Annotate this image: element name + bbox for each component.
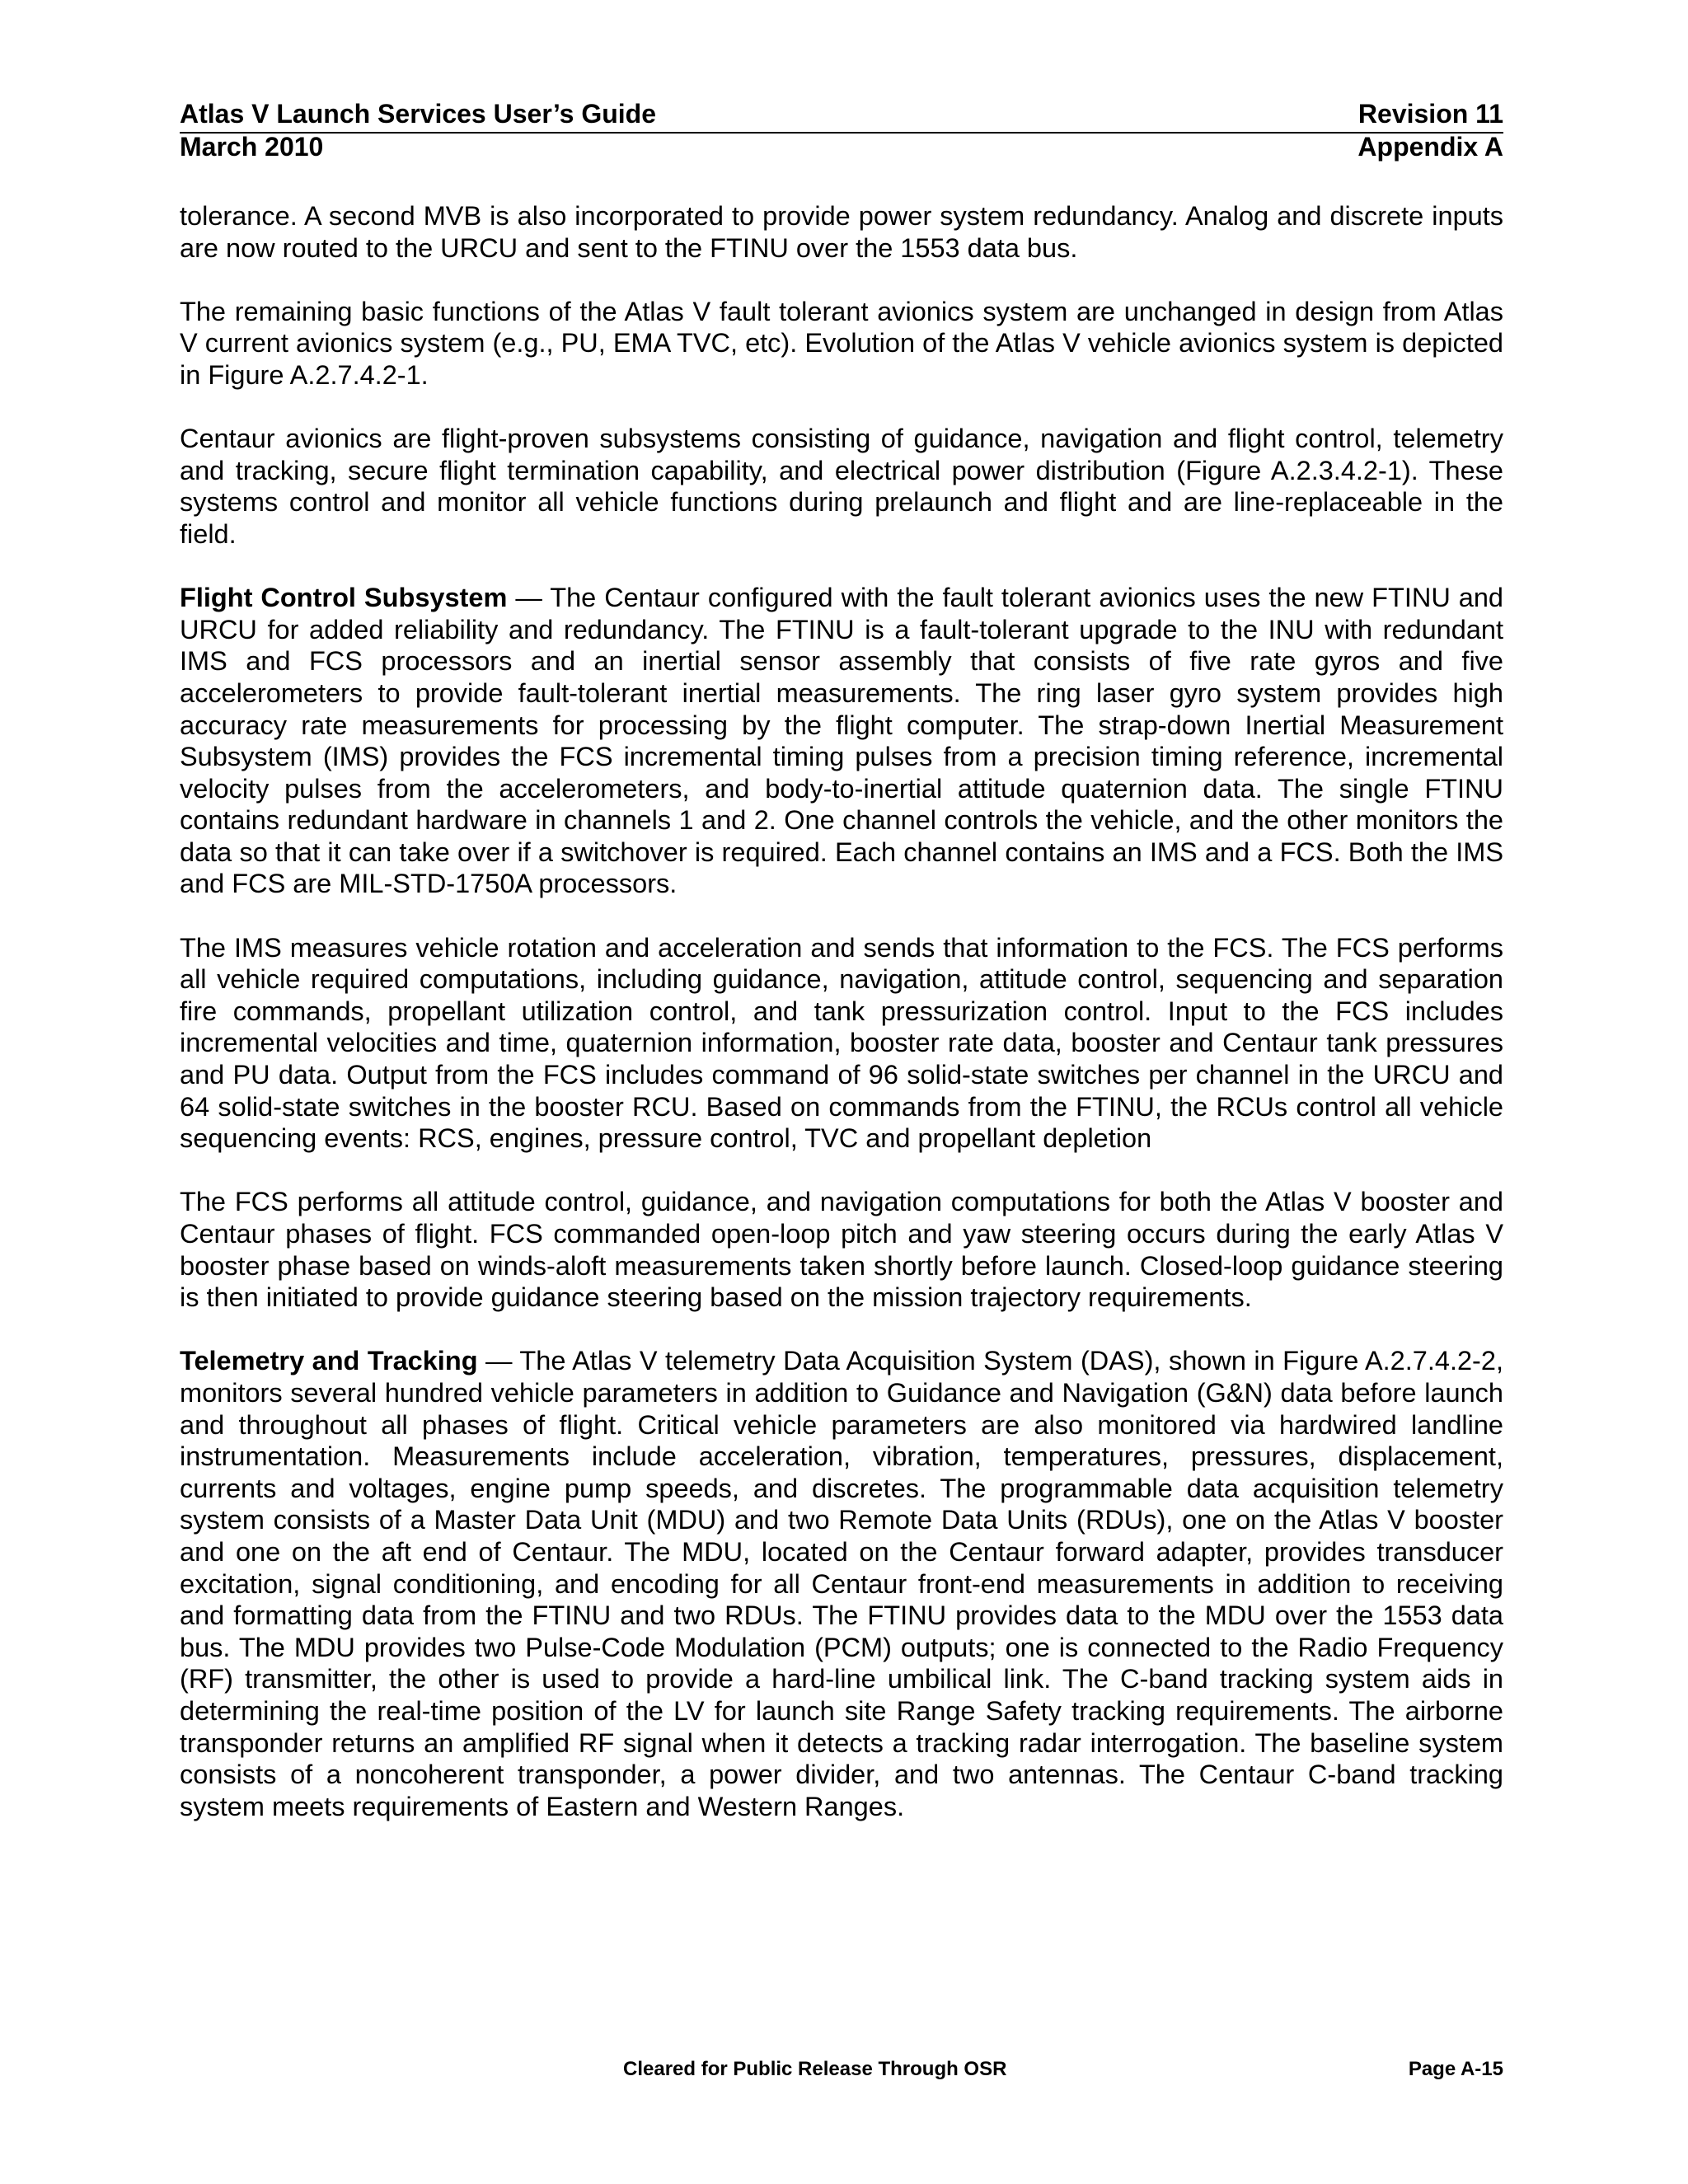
paragraph-text: The remaining basic functions of the Atlas V fault tolerant avionics system are unchanged in design from Atlas V current avionics system (e.g., PU, EMA TVC, etc). Evolution of the Atlas V vehicle avionics system is depicted in Figure A.2.7.4.2-1. <box>180 296 1503 390</box>
paragraph-text: The IMS measures vehicle rotation and acceleration and sends that information to the FCS. The FCS performs all vehicle required computations, including guidance, navigation, attitude control, sequencing and separation fire commands, propellant utilization control, and tank pressurization control. Input to the FCS includes incremental velocities and time, quaternion information, booster rate data, booster and Centaur tank pressures and PU data. Output from the FCS includes command of 96 solid-state switches per channel in the URCU and 64 solid-state switches in the booster RCU. Based on commands from the FTINU, the RCUs control all vehicle sequencing events: RCS, engines, pressure control, TVC and propellant depletion <box>180 932 1503 1154</box>
paragraph-text: — The Centaur configured with the fault tolerant avionics uses the new FTINU and URCU for added reliability and redundancy. The FTINU is a fault-tolerant upgrade to the INU with redundant IMS and FCS processors and an inertial sensor assembly that consists of five rate gyros and five accelerometers to provide fault-tolerant inertial measurements. The ring laser gyro system provides high accuracy rate measurements for processing by the flight computer. The strap-down Inertial Measurement Subsystem (IMS) provides the FCS incremental timing pulses from a precision timing reference, incremental velocity pulses from the accelerometers, and body-to-inertial attitude quaternion data. The single FTINU contains redundant hardware in channels 1 and 2. One channel controls the vehicle, and the other monitors the data so that it can take over if a switchover is required. Each channel contains an IMS and a FCS. Both the IMS and FCS are MIL-STD-1750A processors. <box>180 583 1503 899</box>
body-text <box>180 200 1503 1822</box>
paragraph-basic-functions <box>180 296 1503 391</box>
revision-label: Revision 11 <box>1357 99 1503 129</box>
footer-release-notice: Cleared for Public Release Through OSR <box>623 2058 1007 2080</box>
paragraph-flight-control <box>180 582 1503 900</box>
paragraph-ims <box>180 932 1503 1155</box>
document-title: Atlas V Launch Services User’s Guide <box>180 99 657 129</box>
header-row-bottom <box>180 130 1503 163</box>
appendix-label: Appendix A <box>1357 132 1503 162</box>
page-header <box>180 97 1503 163</box>
section-heading-telemetry: Telemetry and Tracking <box>180 1346 478 1376</box>
section-heading-flight-control: Flight Control Subsystem <box>180 583 508 613</box>
paragraph-centaur-avionics <box>180 423 1503 550</box>
paragraph-text: — The Atlas V telemetry Data Acquisition System (DAS), shown in Figure A.2.7.4.2-2, monitors several hundred vehicle parameters in addition to Guidance and Navigation (G&N) data before launch and throughout all phases of flight. Critical vehicle parameters are also monitored via hardwired landline instrumentation. Measurements include acceleration, vibration, temperatures, pressures, displacement, currents and voltages, engine pump speeds, and discretes. The programmable data acquisition telemetry system consists of a Master Data Unit (MDU) and two Remote Data Units (RDUs), one on the Atlas V booster and one on the aft end of Centaur. The MDU, located on the Centaur forward adapter, provides transducer excitation, signal conditioning, and encoding for all Centaur front-end measurements in addition to receiving and formatting data from the FTINU and two RDUs. The FTINU provides data to the MDU over the 1553 data bus. The MDU provides two Pulse-Code Modulation (PCM) outputs; one is connected to the Radio Frequency (RF) transmitter, the other is used to provide a hard-line umbilical link. The C-band tracking system aids in determining the real-time position of the LV for launch site Range Safety tracking requirements. The airborne transponder returns an amplified RF signal when it detects a tracking radar interrogation. The baseline system consists of a noncoherent transponder, a power divider, and two antennas. The Centaur C-band tracking system meets requirements of Eastern and Western Ranges. <box>180 1346 1503 1821</box>
header-divider <box>180 132 1503 134</box>
paragraph-telemetry <box>180 1345 1503 1822</box>
header-row-top <box>180 97 1503 130</box>
paragraph-text: tolerance. A second MVB is also incorporated to provide power system redundancy. Analog and discrete inputs are now routed to the URCU and sent to the FTINU over the 1553 data bus. <box>180 201 1503 263</box>
paragraph-text: Centaur avionics are flight-proven subsystems consisting of guidance, navigation and flight control, telemetry and tracking, secure flight termination capability, and electrical power distribution (Figure A.2.3.4.2-1). These systems control and monitor all vehicle functions during prelaunch and flight and are line-replaceable in the field. <box>180 424 1503 549</box>
paragraph-fcs <box>180 1186 1503 1313</box>
paragraph-text: The FCS performs all attitude control, guidance, and navigation computations for both the Atlas V booster and Centaur phases of flight. FCS commanded open-loop pitch and yaw steering occurs during the early Atlas V booster phase based on winds-aloft measurements taken shortly before launch. Closed-loop guidance steering is then initiated to provide guidance steering based on the mission trajectory requirements. <box>180 1187 1503 1313</box>
document-date: March 2010 <box>180 132 324 162</box>
footer-page-number: Page A-15 <box>1408 2058 1503 2080</box>
paragraph-fault-tolerance <box>180 200 1503 264</box>
